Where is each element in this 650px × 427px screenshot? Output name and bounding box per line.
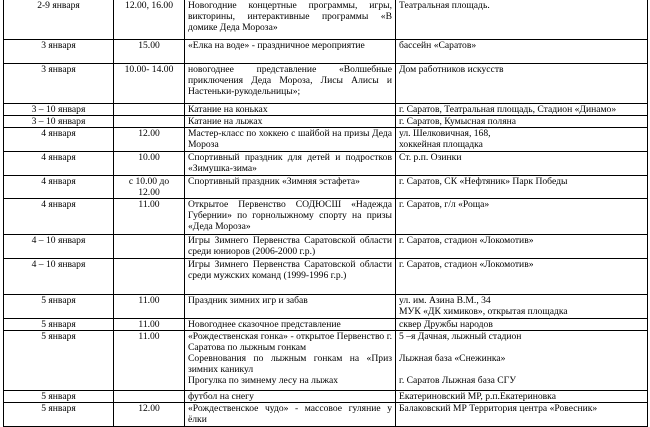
date-cell: 4 – 10 января bbox=[4, 259, 114, 295]
event-cell: Спортивный праздник «Зимняя эстафета» bbox=[185, 176, 396, 199]
event-cell: новогоднее представление «Волшебные приключения Деда Мороза, Лисы Алисы и Настеньки-рукодельницы»; bbox=[185, 64, 396, 104]
place-cell: Балаковский МР Территория центра «Ровесник» bbox=[396, 403, 648, 427]
date-cell: 5 января bbox=[4, 295, 114, 319]
date-cell: 4 января bbox=[4, 176, 114, 199]
date-cell: 5 января bbox=[4, 319, 114, 331]
place-cell bbox=[396, 331, 648, 391]
place-line: г. Саратов Лыжная база СГУ bbox=[399, 375, 517, 386]
time-cell: 12.00, 16.00 bbox=[114, 0, 185, 40]
table-row bbox=[4, 319, 648, 331]
event-cell: футбол на снегу bbox=[185, 391, 396, 403]
event-cell: Игры Зимнего Первенства Саратовской области среди юниоров (2006-2000 г.р.) bbox=[185, 235, 396, 259]
place-cell bbox=[396, 128, 648, 152]
time-cell bbox=[114, 104, 185, 116]
date-cell: 2-9 января bbox=[4, 0, 114, 40]
place-cell: г. Саратов, Кумысная поляна bbox=[396, 116, 648, 128]
place-line bbox=[399, 342, 644, 353]
time-cell: 15.00 bbox=[114, 40, 185, 64]
date-cell: 3 – 10 января bbox=[4, 104, 114, 116]
time-cell bbox=[114, 116, 185, 128]
event-cell: Праздник зимних игр и забав bbox=[185, 295, 396, 319]
date-cell: 5 января bbox=[4, 331, 114, 391]
time-cell: 11.00 bbox=[114, 331, 185, 391]
event-cell: Игры Зимнего Первенства Саратовской области среди мужских команд (1999-1996 г.р.) bbox=[185, 259, 396, 295]
place-line: 5 –я Дачная, лыжный стадион bbox=[399, 331, 522, 342]
table-row bbox=[4, 295, 648, 319]
table-row bbox=[4, 64, 648, 104]
date-cell: 3 января bbox=[4, 64, 114, 104]
place-cell: Театральная площадь. bbox=[396, 0, 648, 40]
event-cell: Катание на лыжах bbox=[185, 116, 396, 128]
table-row bbox=[4, 40, 648, 64]
event-line: Соревнования по лыжным гонкам на «Приз зимних каникул bbox=[188, 353, 392, 375]
event-cell bbox=[185, 331, 396, 391]
place-line: МУК «ДК химиков», открытая площадка bbox=[399, 306, 568, 317]
place-cell: г. Саратов, Театральная площадь, Стадион «Динамо» bbox=[396, 104, 648, 116]
place-cell bbox=[396, 295, 648, 319]
date-cell: 4 января bbox=[4, 152, 114, 176]
table-row bbox=[4, 331, 648, 391]
time-cell: 11.00 bbox=[114, 319, 185, 331]
table-row bbox=[4, 199, 648, 235]
event-line: Прогулка по зимнему лесу на лыжах bbox=[188, 375, 339, 386]
table-row bbox=[4, 0, 648, 40]
place-cell: бассейн «Саратов» bbox=[396, 40, 648, 64]
table-row bbox=[4, 403, 648, 427]
event-line: «Рождественская гонка» - открытое Первенство г. Саратова по лыжным гонкам bbox=[188, 331, 392, 353]
place-line bbox=[399, 364, 644, 375]
events-table bbox=[3, 0, 648, 427]
table-row bbox=[4, 259, 648, 295]
event-cell: «Елка на воде» - праздничное мероприятие bbox=[185, 40, 396, 64]
place-cell: Ст. р.п. Озинки bbox=[396, 152, 648, 176]
table-row bbox=[4, 116, 648, 128]
table-row bbox=[4, 391, 648, 403]
date-cell: 3 – 10 января bbox=[4, 116, 114, 128]
event-cell: Мастер-класс по хоккею с шайбой на призы Деда Мороза bbox=[185, 128, 396, 152]
event-cell: Катание на коньках bbox=[185, 104, 396, 116]
place-line: ул. им. Азина В.М., 34 bbox=[399, 295, 491, 306]
time-cell: 10.00 bbox=[114, 152, 185, 176]
table-row bbox=[4, 128, 648, 152]
date-cell: 3 января bbox=[4, 40, 114, 64]
place-cell: сквер Дружбы народов bbox=[396, 319, 648, 331]
time-cell: 12.00 bbox=[114, 403, 185, 427]
date-cell: 5 января bbox=[4, 391, 114, 403]
place-line: хоккейная площадка bbox=[399, 139, 483, 150]
time-cell bbox=[114, 259, 185, 295]
table-row bbox=[4, 152, 648, 176]
event-cell: «Рождественское чудо» - массовое гуляние у ёлки bbox=[185, 403, 396, 427]
time-cell bbox=[114, 391, 185, 403]
time-cell: с 10.00 до 12.00 bbox=[114, 176, 185, 199]
table-row bbox=[4, 176, 648, 199]
place-cell: г. Саратов, СК «Нефтяник» Парк Победы bbox=[396, 176, 648, 199]
event-cell: Открытое Первенство СОДЮСШ «Надежда Губернии» по горнолыжному спорту на призы «Деда Мороза» bbox=[185, 199, 396, 235]
event-cell: Спортивный праздник для детей и подростков «Зимушка-зима» bbox=[185, 152, 396, 176]
place-cell: г. Саратов, стадион «Локомотив» bbox=[396, 259, 648, 295]
time-cell bbox=[114, 235, 185, 259]
table-row bbox=[4, 235, 648, 259]
time-cell: 10.00- 14.00 bbox=[114, 64, 185, 104]
place-cell: г. Саратов, г/л «Роща» bbox=[396, 199, 648, 235]
date-cell: 4 января bbox=[4, 199, 114, 235]
place-line: ул. Шелковичная, 168, bbox=[399, 128, 491, 139]
place-cell: Екатериновский МР, р.п.Екатериновка bbox=[396, 391, 648, 403]
place-line: Лыжная база «Снежинка» bbox=[399, 353, 506, 364]
event-cell: Новогодние концертные программы, игры, викторины, интерактивные программы «В домике Деда Мороза» bbox=[185, 0, 396, 40]
date-cell: 4 января bbox=[4, 128, 114, 152]
date-cell: 4 – 10 января bbox=[4, 235, 114, 259]
time-cell: 11.00 bbox=[114, 295, 185, 319]
time-cell: 12.00 bbox=[114, 128, 185, 152]
place-cell: Дом работников искусств bbox=[396, 64, 648, 104]
table-row bbox=[4, 104, 648, 116]
time-cell: 11.00 bbox=[114, 199, 185, 235]
event-cell: Новогоднее сказочное представление bbox=[185, 319, 396, 331]
place-cell: г. Саратов, стадион «Локомотив» bbox=[396, 235, 648, 259]
date-cell: 5 января bbox=[4, 403, 114, 427]
